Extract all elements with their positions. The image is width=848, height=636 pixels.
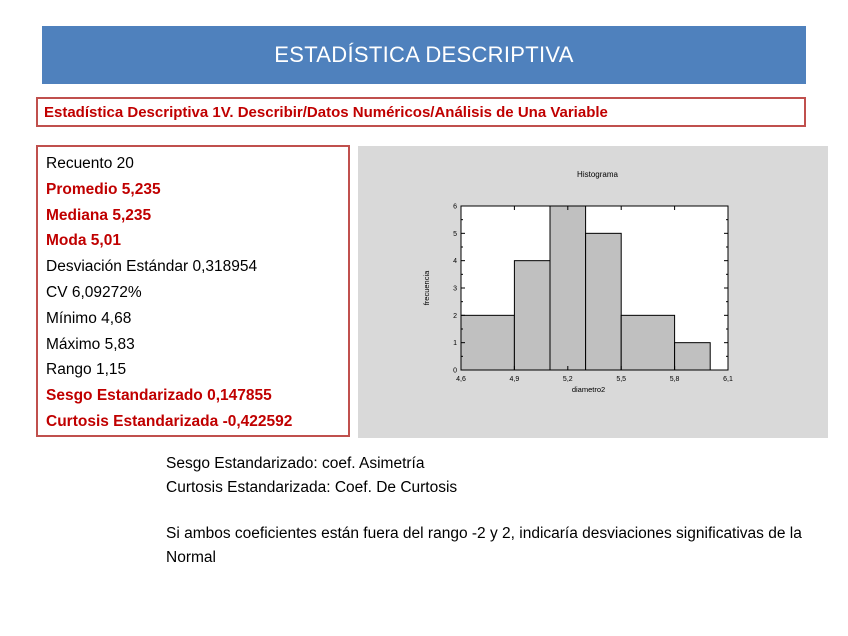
stat-value: 5,01 [90,232,121,250]
stat-label: Sesgo Estandarizado [46,387,203,405]
histogram-bar [550,206,586,370]
stat-label: Desviación Estándar [46,258,189,276]
stat-label: Promedio [46,180,118,198]
stat-label: Recuento [46,155,113,172]
histogram-panel [358,146,828,438]
stat-label: Rango [46,361,92,379]
y-tick-label: 4 [453,258,457,266]
y-tick-label: 6 [453,203,457,211]
y-tick-label: 5 [453,230,457,238]
stat-label: Máximo [46,335,101,353]
stat-line [46,409,340,435]
stat-value: -0,422592 [222,412,293,430]
stat-value: 5,83 [104,335,135,353]
stat-label: CV [46,283,68,301]
note-curtosis: Curtosis Estandarizada: Coef. De Curtosis [166,479,458,496]
stat-value: 0,318954 [192,258,258,276]
y-tick-label: 0 [453,367,457,375]
x-axis-label: diametro2 [571,385,606,394]
stat-value: 20 [116,155,134,172]
stat-line [46,228,340,254]
subtitle-box [36,97,806,127]
stat-line [46,357,340,383]
stat-line [46,254,340,280]
stats-box [36,145,350,437]
stat-line [46,280,340,306]
stat-line [46,177,340,203]
stat-label: Curtosis Estandarizada [46,412,219,430]
stat-value: 1,15 [96,361,127,379]
note-sesgo: Sesgo Estandarizado: coef. Asimetría [166,455,425,472]
histogram-bar [514,261,550,370]
stat-line [46,306,340,332]
stat-line [46,151,340,177]
stat-value: 5,235 [121,180,161,198]
y-tick-label: 1 [453,340,457,348]
x-tick-label: 6,1 [723,376,733,383]
x-tick-label: 5,2 [562,376,573,383]
histogram-bar [586,233,622,370]
stat-label: Mediana [46,206,109,224]
stat-value: 5,235 [112,206,152,224]
histogram-chart [358,146,828,438]
x-tick-label: 4,9 [509,376,520,383]
stat-line [46,203,340,229]
y-axis-label: frecuencia [422,270,431,306]
subtitle-text: Estadística Descriptiva 1V. Describir/Datos Numéricos/Análisis de Una Variable [44,103,608,121]
stat-value: 6,09272% [71,283,142,301]
y-tick-label: 2 [453,312,457,320]
slide-title: ESTADÍSTICA DESCRIPTIVA [42,26,806,84]
stat-label: Moda [46,232,87,250]
notes [166,452,826,570]
chart-title: Histograma [577,170,618,179]
stat-line [46,383,340,409]
stat-line [46,332,340,358]
stat-value: 4,68 [101,309,132,327]
stat-label: Mínimo [46,309,97,327]
note-rango: Si ambos coeficientes están fuera del rango -2 y 2, indicaría desviaciones significativas de la Normal [166,525,802,566]
histogram-bar [675,343,711,370]
histogram-bar [621,315,674,370]
x-tick-label: 4,6 [456,376,466,383]
x-tick-label: 5,5 [616,376,627,383]
x-tick-label: 5,8 [669,376,680,383]
histogram-bar [461,315,514,370]
y-tick-label: 3 [453,285,457,293]
stat-value: 0,147855 [207,387,272,405]
